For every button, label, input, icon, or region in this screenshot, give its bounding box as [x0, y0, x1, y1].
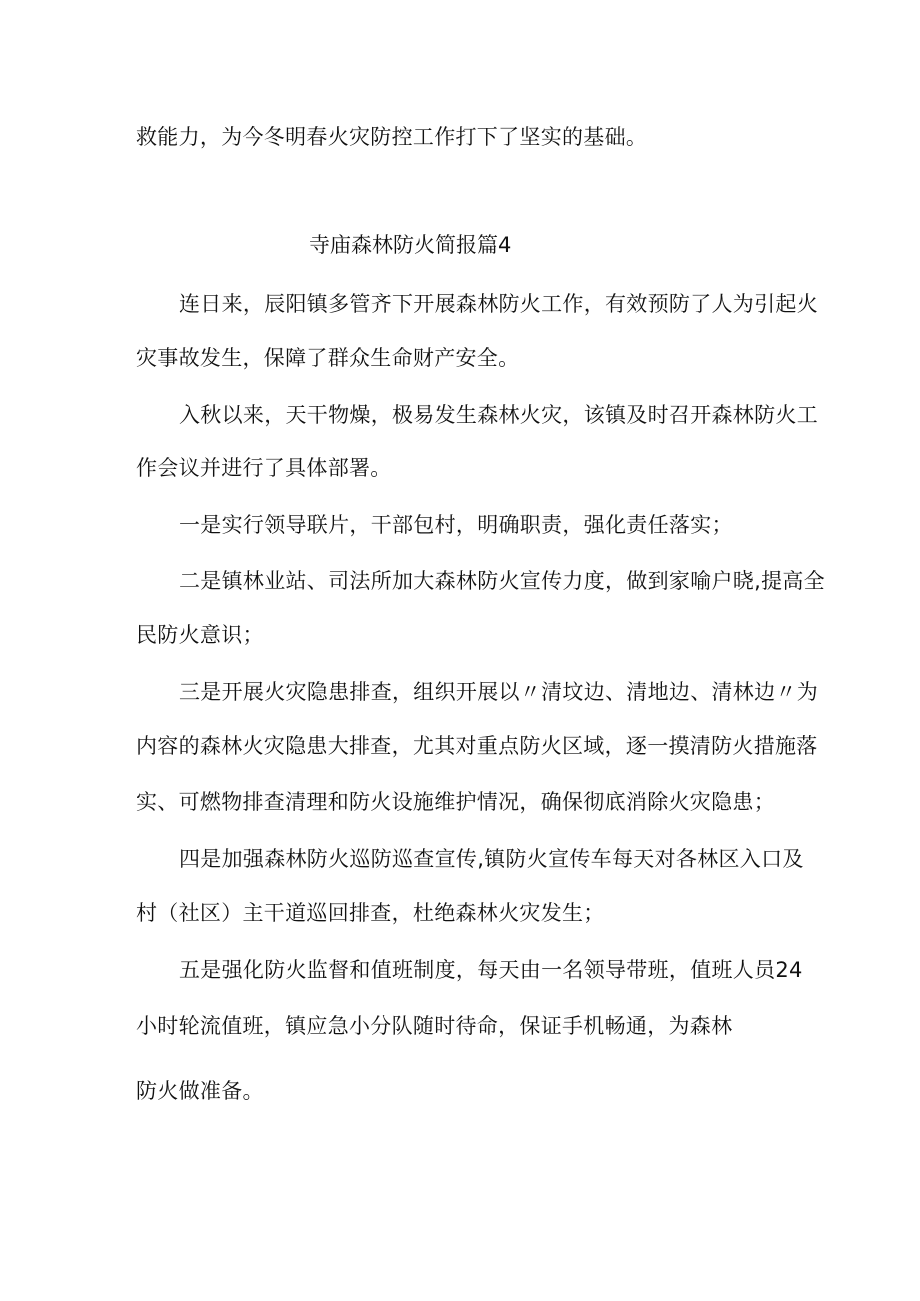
paragraph-item-1: 一是实行领导联片，干部包村，明确职责，强化责任落实；: [179, 513, 733, 537]
paragraph-item-3-line-2: 内容的森林火灾隐患大排查，尤其对重点防火区域，逐一摸清防火措施落: [136, 734, 818, 758]
paragraph-autumn-line-1: 入秋以来，天干物燥，极易发生森林火灾，该镇及时召开森林防火工: [179, 403, 818, 427]
paragraph-item-3-line-3: 实、可燃物排查清理和防火设施维护情况，确保彻底消除火灾隐患；: [136, 790, 775, 814]
paragraph-intro-line-2: 灾事故发生，保障了群众生命财产安全。: [136, 346, 520, 370]
section-title: 寺庙森林防火简报篇4: [309, 233, 512, 257]
paragraph-autumn-line-2: 作会议并进行了具体部署。: [136, 456, 392, 480]
paragraph-item-3-line-1: 三是开展火灾隐患排查，组织开展以〃清坟边、清地边、清林边〃为: [179, 680, 818, 704]
paragraph-closing-line: 救能力，为今冬明春火灾防控工作打下了坚实的基础。: [136, 125, 648, 149]
paragraph-item-4-line-2: 村（社区）主干道巡回排查，杜绝森林火灾发生；: [136, 901, 605, 925]
paragraph-item-5-line-2: 小时轮流值班，镇应急小分队随时待命，保证手机畅通，为森林: [136, 1014, 733, 1038]
paragraph-item-5-line-1: 五是强化防火监督和值班制度，每天由一名领导带班，值班人员24: [179, 958, 803, 982]
paragraph-item-2-line-2: 民防火意识；: [136, 623, 264, 647]
paragraph-intro-line-1: 连日来，辰阳镇多管齐下开展森林防火工作，有效预防了人为引起火: [179, 292, 818, 316]
paragraph-item-2-line-1: 二是镇林业站、司法所加大森林防火宣传力度，做到家喻户晓,提高全: [179, 569, 825, 593]
paragraph-item-4-line-1: 四是加强森林防火巡防巡查宣传,镇防火宣传车每天对各林区入口及: [179, 847, 804, 871]
paragraph-item-5-line-3: 防火做准备。: [136, 1079, 264, 1103]
